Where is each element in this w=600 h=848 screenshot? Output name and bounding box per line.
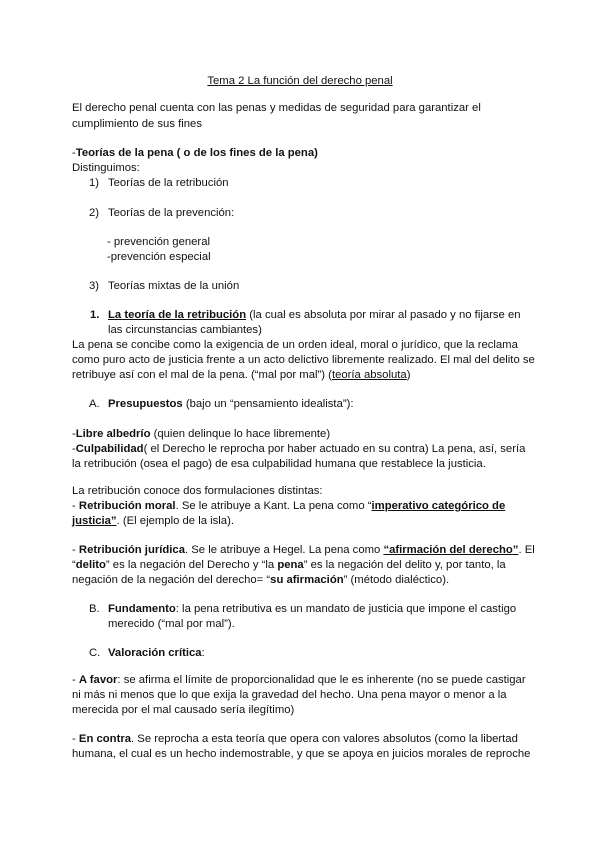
term: Retribución jurídica [78,544,185,556]
term: En contra [78,733,132,745]
valoracion-title: Valoración crítica [108,647,202,659]
list-marker: 2) [89,207,100,219]
page-title: Tema 2 La función del derecho penal [207,75,393,87]
retribucion-p2: como puro acto de justicia frente a un acto delictivo libremente realizado. El mal del delito se [72,354,535,366]
dash: - [72,733,79,745]
text-run: negación de la negación del derecho= “ [72,574,271,586]
section-letter: B. [89,603,100,615]
text-run: : [201,647,205,659]
text-run: . El [518,544,535,556]
term: pena [277,559,304,571]
text-run: ( el Derecho le reprocha por haber actuado en su contra) La pena, así, sería [143,443,526,455]
list-marker: 1) [89,177,100,189]
retribucion-juridica-l3 [72,573,449,588]
text-run: : se afirma el límite de proporcionalidad que le es inherente (no se puede castigar [117,674,526,686]
term: Libre albedrío [75,428,151,440]
term: delito [75,559,106,571]
retribucion-juridica-l2 [72,558,506,573]
dash: - [72,544,79,556]
section-letter: A. [89,398,100,410]
sub-item-general: - prevención general [107,236,210,248]
text-run: . Se le atribuye a Kant. La pena como “ [175,500,372,512]
text-run: ” es la negación del Derecho y “la [105,559,278,571]
retribucion-note: (la cual es absoluta por mirar al pasado y no fijarse en [246,309,521,321]
a-favor-l2: ni más ni menos que lo que exija la gravedad del hecho. Una pena mayor o menor a la [72,689,507,701]
list-marker: 3) [89,280,100,292]
retribucion-juridica [72,543,535,558]
term-underlined: imperativo categórico de [371,500,506,512]
text-run: ” (método dialéctico). [343,574,450,586]
presupuestos-heading [89,397,354,412]
list-item-3 [89,279,239,294]
valoracion-heading [89,646,205,661]
retribucion-moral-cont [72,514,234,529]
list-item-1 [89,176,229,191]
teorias-heading [72,146,318,161]
text-run: (quien delinque lo hace libremente) [150,428,331,440]
libre-albedrio [72,427,330,442]
intro-line-2: cumplimiento de sus fines [72,118,202,130]
retribucion-title: La teoría de la retribución [108,309,247,321]
retribucion-p1: La pena se concibe como la exigencia de un orden ideal, moral o jurídico, que la reclama [72,339,518,351]
dash: - [72,428,76,440]
retribucion-note-cont: las circunstancias cambiantes) [108,324,262,336]
term: Culpabilidad [75,443,144,455]
en-contra-l2: humana, el cual es un hecho indemostrable, y que se apoya en juicios morales de reproche [72,748,531,760]
term: su afirmación [270,574,344,586]
text-run: ” es la negación del delito y, por tanto, la [303,559,506,571]
text-run: ) [406,369,411,381]
text-run: . Se reprocha a esta teoría que opera con valores absolutos (como la libertad [131,733,518,745]
distinguimos: Distinguimos: [72,162,140,174]
en-contra [72,732,518,747]
dash: - [72,500,79,512]
list-item-text: Teorías de la retribución [108,177,229,189]
term: Retribución moral [78,500,176,512]
term-underlined: “afirmación del derecho” [383,544,519,556]
term: A favor [78,674,118,686]
retribucion-moral [72,499,505,514]
sub-item-especial: -prevención especial [107,251,211,263]
term-underlined: justicia” [72,515,117,527]
section-number: 1. [90,309,100,321]
text-run: (bajo un “pensamiento idealista”): [182,398,354,410]
a-favor [72,673,526,688]
fundamento-heading [89,602,516,617]
dash: - [72,674,79,686]
dash: - [72,443,76,455]
fundamento-title: Fundamento [108,603,176,615]
a-favor-l3: merecida por el mal causado sería ilegítimo) [72,704,295,716]
culpabilidad-cont: la retribución (osea el pago) de esa culpabilidad humana que restablece la justicia. [72,458,486,470]
text-run: : la pena retributiva es un mandato de justicia que impone el castigo [175,603,517,615]
text-run: . (El ejemplo de la isla). [116,515,234,527]
presupuestos-title: Presupuestos [108,398,183,410]
retribucion-p3 [72,368,410,383]
retribucion-heading [90,308,521,323]
formulaciones-intro: La retribución conoce dos formulaciones distintas: [72,485,323,497]
text-run: retribuye así con el mal de la pena. (“mal por mal”) ( [72,369,332,381]
list-item-text: Teorías de la prevención: [108,207,235,219]
text-run: . Se le atribuye a Hegel. La pena como [185,544,384,556]
list-item-2 [89,206,234,221]
fundamento-cont: merecido (“mal por mal”). [108,618,235,630]
dash: - [72,147,76,159]
text-run: “ [72,559,76,571]
list-item-text: Teorías mixtas de la unión [108,280,240,292]
section-letter: C. [89,647,101,659]
culpabilidad [72,442,525,457]
teoria-absoluta: teoría absoluta [331,369,407,381]
teorias-heading-text: Teorías de la pena ( o de los fines de la pena) [75,147,318,159]
intro-line-1: El derecho penal cuenta con las penas y medidas de seguridad para garantizar el [72,102,481,114]
